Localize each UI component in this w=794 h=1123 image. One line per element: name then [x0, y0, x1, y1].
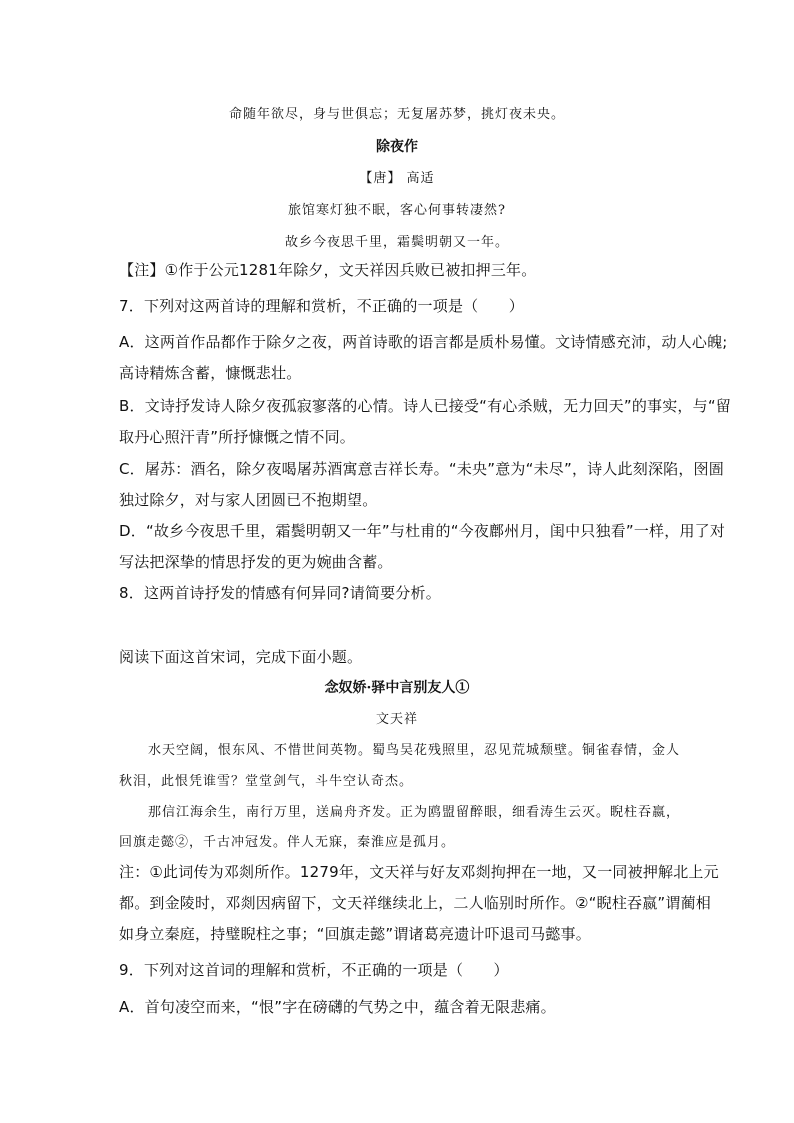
question-7-option-d-cont: 写法把深挚的情思抒发的更为婉曲含蓄。: [119, 553, 393, 571]
question-9-option-a: A．首句凌空而来，“恨”字在磅礴的气势之中，蕴含着无限悲痛。: [119, 998, 556, 1016]
poem2-title: 除夜作: [376, 139, 418, 155]
ci-para-2: 那信江海余生，南行万里，送扁舟齐发。正为鸥盟留醉眼，细看涛生云灭。睨柱吞嬴，: [148, 805, 681, 820]
ci-author: 文天祥: [375, 712, 418, 727]
question-9-stem: 9．下列对这首词的理解和赏析，不正确的一项是（ ）: [119, 961, 509, 979]
ci-note-2: 都。到金陵时，邓剡因病留下，文天祥继续北上，二人临别时所作。②“睨柱吞嬴”谓蔺相: [119, 894, 711, 912]
ci-title: 念奴娇·驿中言别友人①: [324, 680, 470, 696]
question-8: 8．这两首诗抒发的情感有何异同?请简要分析。: [119, 584, 441, 602]
question-7-option-a-cont: 高诗精炼含蓄，慷慨悲壮。: [119, 364, 302, 382]
question-7-option-b: B．文诗抒发诗人除夕夜孤寂寥落的心情。诗人已接受“有心杀贼，无力回天”的事实，与“留: [119, 397, 732, 415]
question-7-option-a: A．这两首作品都作于除夕之夜，两首诗歌的语言都是质朴易懂。文诗情感充沛，动人心魄;: [119, 333, 728, 351]
question-7-option-c: C．屠苏：酒名，除夕夜喝屠苏酒寓意吉祥长寿。“未央”意为“未尽”，诗人此刻深陷，囹圄: [119, 460, 724, 478]
ci-note-3: 如身立秦庭，持璧睨柱之事；“回旗走懿”谓诸葛亮遗计吓退司马懿事。: [119, 925, 591, 943]
poem2-author: 【唐】 高适: [359, 171, 435, 186]
poem2-line-2: 故乡今夜思千里，霜鬓明朝又一年。: [284, 235, 509, 250]
poem1-last-line: 命随年欲尽，身与世俱忘；无复屠苏梦，挑灯夜未央。: [228, 107, 565, 122]
poem2-line-1: 旅馆寒灯独不眠，客心何事转凄然?: [288, 203, 506, 218]
section-intro: 阅读下面这首宋词，完成下面小题。: [119, 648, 363, 666]
ci-note-1: 注：①此词传为邓剡所作。1279年，文天祥与好友邓剡拘押在一地，又一同被押解北上元: [119, 863, 719, 881]
question-7-option-c-cont: 独过除夕，对与家人团圆已不抱期望。: [119, 491, 378, 509]
question-7-option-b-cont: 取丹心照汗青”所抒慷慨之情不同。: [119, 428, 355, 446]
question-7-stem: 7．下列对这两首诗的理解和赏析，不正确的一项是（ ）: [119, 297, 524, 315]
ci-para-2-cont: 回旗走懿②，千古冲冠发。伴人无寐，秦淮应是孤月。: [119, 835, 456, 850]
note-1: 【注】①作于公元1281年除夕，文天祥因兵败已被扣押三年。: [119, 261, 537, 279]
ci-para-1: 水天空阔，恨东风、不惜世间英物。蜀鸟吴花残照里，忍见荒城颓壁。铜雀春情，金人: [148, 743, 681, 758]
question-7-option-d: D．“故乡今夜思千里，霜鬓明朝又一年”与杜甫的“今夜鄜州月，闺中只独看”一样，用了对: [119, 522, 726, 540]
ci-para-1-cont: 秋泪，此恨凭谁雪？堂堂剑气，斗牛空认奇杰。: [119, 774, 414, 789]
